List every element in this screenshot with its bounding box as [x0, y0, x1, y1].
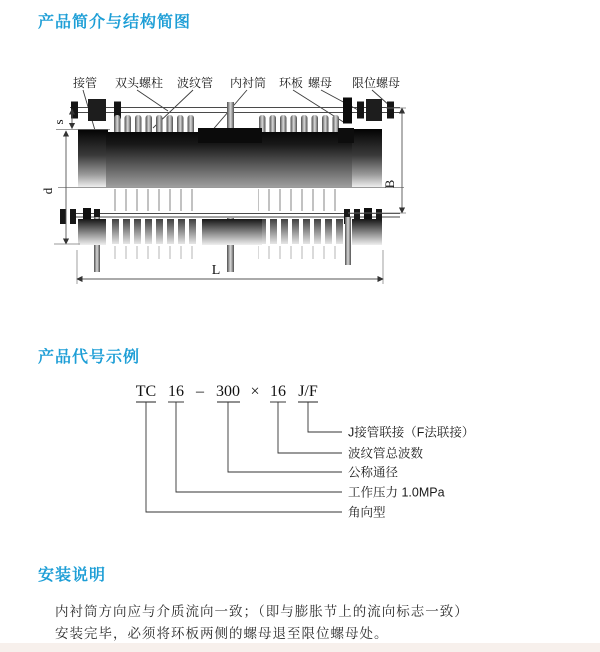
part-label-ring-plate: 环板 [278, 76, 304, 90]
ring-plate [343, 98, 352, 124]
part-label-bellows: 波纹管 [176, 76, 214, 90]
code-segment-connection: J/F [298, 383, 318, 400]
nut [357, 102, 364, 119]
code-segment-type: TC [135, 383, 157, 400]
callout-working-pressure: 工作压力 1.0MPa [348, 485, 445, 500]
nut [70, 209, 76, 224]
callout-total-waves: 波纹管总波数 [348, 446, 424, 461]
section-title-product-intro: 产品简介与结构简图 [38, 14, 192, 31]
callout-nominal-diameter: 公称通径 [348, 465, 399, 480]
code-segment-diameter: 300 [216, 383, 240, 400]
center-stud-upper [227, 102, 234, 132]
part-label-inner-liner: 内衬筒 [229, 76, 267, 90]
code-segment-waves: 16 [270, 383, 286, 400]
callout-connection-type: J接管联接（F法联接） [348, 425, 475, 440]
nut [60, 209, 66, 224]
part-label-connection-pipe: 接管 [72, 76, 98, 90]
dim-label-d: d [40, 187, 55, 195]
stud-end [88, 99, 106, 121]
main-body-upper [78, 128, 382, 188]
expansion-joint-structure-diagram [0, 55, 600, 310]
code-segment-times: × [250, 383, 260, 400]
footer-strip [0, 643, 600, 652]
install-instruction-line-2: 安装完毕，必须将环板两侧的螺母退至限位螺母处。 [55, 626, 389, 641]
right-end-block [352, 129, 382, 188]
main-body-lower [78, 219, 382, 245]
dim-label-B: B [382, 179, 397, 189]
stud-end [366, 99, 382, 121]
code-callout-lines [146, 402, 342, 512]
limit-nut [387, 102, 394, 119]
dim-label-s: s [51, 119, 66, 125]
part-label-limit-nut: 限位螺母 [351, 76, 401, 90]
inner-liner-band [198, 128, 262, 143]
code-segments [136, 383, 318, 400]
right-dark-band [338, 128, 354, 143]
diagram-part-labels [73, 75, 400, 90]
code-segment-dash: – [196, 383, 204, 400]
product-code-example-diagram [0, 370, 600, 530]
section-title-product-code: 产品代号示例 [38, 349, 141, 366]
section-title-installation: 安装说明 [38, 567, 107, 584]
code-segment-pressure: 16 [168, 383, 184, 400]
dim-label-L: L [211, 263, 221, 278]
install-instruction-line-1: 内衬筒方向应与介质流向一致；（即与膨胀节上的流向标志一致） [55, 604, 469, 619]
callout-angular-type: 角向型 [348, 505, 386, 520]
code-callout-labels [348, 425, 474, 520]
part-label-double-end-stud: 双头螺柱 [114, 76, 164, 90]
part-label-nut: 螺母 [307, 76, 333, 90]
left-end-block [78, 129, 108, 188]
